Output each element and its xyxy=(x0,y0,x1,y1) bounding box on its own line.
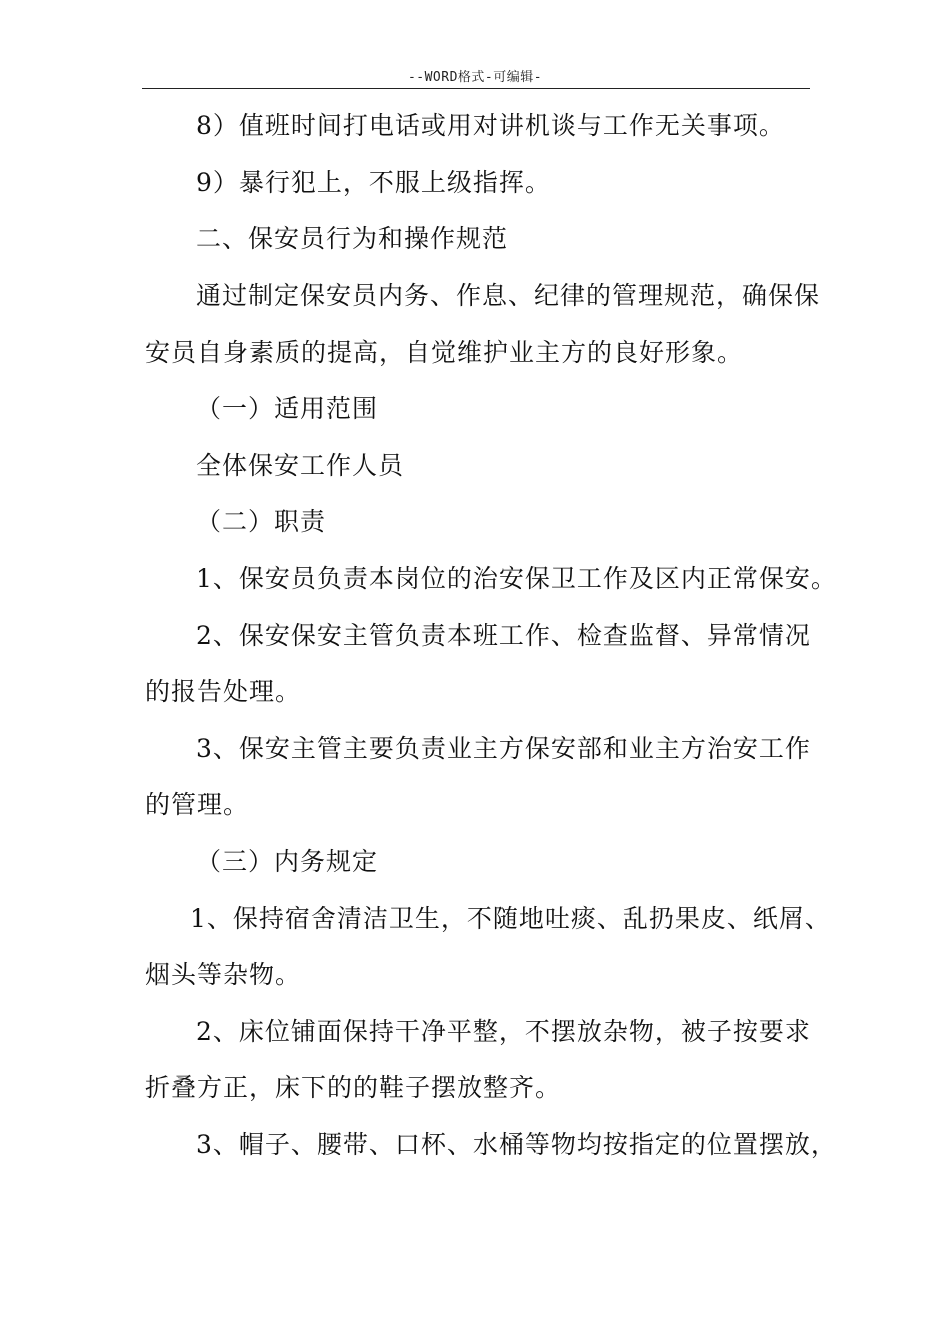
text-line: 的报告处理。 xyxy=(145,677,302,706)
text-line: 1、保安员负责本岗位的治安保卫工作及区内正常保安。 xyxy=(196,564,837,593)
page-header: --WORD格式-可编辑- xyxy=(407,70,543,85)
text-line: 折叠方正，床下的的鞋子摆放整齐。 xyxy=(145,1073,562,1102)
text-line: 8）值班时间打电话或用对讲机谈与工作无关事项。 xyxy=(196,111,785,140)
subsection-heading: （三）内务规定 xyxy=(196,847,379,876)
text-line: 全体保安工作人员 xyxy=(196,451,405,480)
text-line: 安员自身素质的提高，自觉维护业主方的良好形象。 xyxy=(145,338,744,367)
text-line: 1、保持宿舍清洁卫生，不随地吐痰、乱扔果皮、纸屑、 xyxy=(190,904,831,933)
subsection-heading: （一）适用范围 xyxy=(196,394,379,423)
text-line: 的管理。 xyxy=(145,790,250,819)
header-divider xyxy=(142,88,810,89)
text-line: 9）暴行犯上，不服上级指挥。 xyxy=(196,168,551,197)
text-line: 3、保安主管主要负责业主方保安部和业主方治安工作 xyxy=(196,734,811,763)
text-line: 烟头等杂物。 xyxy=(145,960,302,989)
text-line: 3、帽子、腰带、口杯、水桶等物均按指定的位置摆放， xyxy=(196,1130,837,1159)
text-line: 通过制定保安员内务、作息、纪律的管理规范，确保保 xyxy=(196,281,821,310)
section-heading: 二、保安员行为和操作规范 xyxy=(196,224,509,253)
subsection-heading: （二）职责 xyxy=(196,507,327,536)
text-line: 2、床位铺面保持干净平整，不摆放杂物，被子按要求 xyxy=(196,1017,811,1046)
text-line: 2、保安保安主管负责本班工作、检查监督、异常情况 xyxy=(196,621,811,650)
